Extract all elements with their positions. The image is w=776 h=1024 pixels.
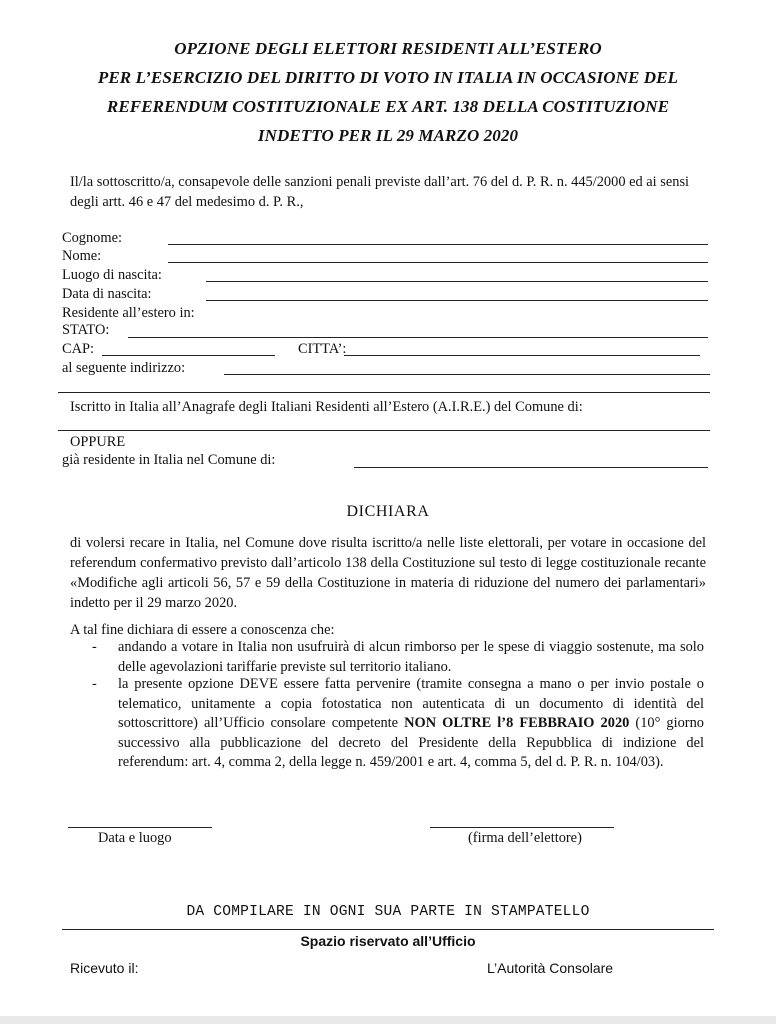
residente-estero-label: Residente all’estero in: xyxy=(62,305,195,321)
bullet-text-part: (10° giorno successivo alla pubblicazione del decreto del Presidente della Repubblica di indizione del referendum: art. 4, comma 2, della legge n. 459/2001 e art. 4, comma 5, del d. P. R. n. 104/03). xyxy=(118,715,704,770)
a-tal-fine-text: A tal fine dichiara di essere a conoscenza che: xyxy=(70,622,335,638)
bullet-dash: - xyxy=(92,639,97,655)
title-line: INDETTO PER IL 29 MARZO 2020 xyxy=(257,126,519,145)
dichiara-paragraph: di volersi recare in Italia, nel Comune dove risulta iscritto/a nelle liste elettorali, per votare in occasione del referendum confermativo previsto dall’articolo 138 della Costituzione sul testo di legge costituzionale recante «Modifiche agli articoli 56, 57 e 59 della Costituzione in materia di riduzione del numero dei parlamentari» indetto per il 29 marzo 2020. xyxy=(70,535,706,611)
deadline-text: NON OLTRE l’8 FEBBRAIO 2020 xyxy=(404,715,630,731)
firma-field[interactable] xyxy=(430,827,614,828)
indirizzo-field[interactable] xyxy=(224,374,710,375)
list-item xyxy=(92,675,704,773)
data-nascita-label: Data di nascita: xyxy=(62,286,152,302)
data-nascita-field[interactable] xyxy=(206,300,708,301)
bullet-text-part: la presente opzione DEVE essere fatta pervenire (tramite consegna a mano o per invio postale o telematico, unitamente a copia fotostatica non autenticata di un documento di identità del sottoscrittore) all’Ufficio consolare competente xyxy=(118,676,704,731)
cap-label: CAP: xyxy=(62,341,94,357)
dichiara-heading: DICHIARA xyxy=(346,503,430,520)
document-title xyxy=(40,34,736,150)
bullet-text: andando a votare in Italia non usufruirà di alcun rimborso per le spese di viaggio sostenute, ma solo delle agevolazioni tariffarie previste sul territorio italiano. xyxy=(118,639,704,675)
data-luogo-field[interactable] xyxy=(68,827,212,828)
title-line: PER L’ESERCIZIO DEL DIRITTO DI VOTO IN ITALIA IN OCCASIONE DEL xyxy=(97,68,679,87)
title-line: REFERENDUM COSTITUZIONALE EX ART. 138 DELLA COSTITUZIONE xyxy=(106,97,670,116)
ricevuto-label: Ricevuto il: xyxy=(70,960,139,976)
gia-residente-comune-field[interactable] xyxy=(354,467,708,468)
data-luogo-label: Data e luogo xyxy=(98,830,172,846)
bullet-dash: - xyxy=(92,676,97,692)
firma-label: (firma dell’elettore) xyxy=(468,830,582,846)
aire-label: Iscritto in Italia all’Anagrafe degli Italiani Residenti all’Estero (A.I.R.E.) del Comune di: xyxy=(70,399,583,415)
stato-label: STATO: xyxy=(62,322,110,338)
cognome-label: Cognome: xyxy=(62,230,122,246)
office-reserved-heading: Spazio riservato all’Ufficio xyxy=(300,933,476,949)
stampatello-notice: DA COMPILARE IN OGNI SUA PARTE IN STAMPATELLO xyxy=(186,904,590,920)
indirizzo-field-extra-line[interactable] xyxy=(58,392,710,393)
autorita-label: L’Autorità Consolare xyxy=(487,960,614,976)
list-item xyxy=(92,638,704,677)
nome-field[interactable] xyxy=(168,262,708,263)
oppure-label: OPPURE xyxy=(70,434,126,450)
aire-comune-field[interactable] xyxy=(58,430,710,431)
luogo-nascita-label: Luogo di nascita: xyxy=(62,267,162,283)
page-edge xyxy=(0,1016,776,1024)
cognome-field[interactable] xyxy=(168,244,708,245)
citta-label: CITTA’: xyxy=(298,341,347,357)
bullet-text xyxy=(118,675,704,773)
stato-field[interactable] xyxy=(128,337,708,338)
luogo-nascita-field[interactable] xyxy=(206,281,708,282)
divider xyxy=(62,929,714,930)
gia-residente-label: già residente in Italia nel Comune di: xyxy=(62,452,276,468)
citta-field[interactable] xyxy=(344,355,700,356)
nome-label: Nome: xyxy=(62,248,102,264)
title-line: OPZIONE DEGLI ELETTORI RESIDENTI ALL’ESTERO xyxy=(174,39,602,58)
cap-field[interactable] xyxy=(102,355,275,356)
indirizzo-label: al seguente indirizzo: xyxy=(62,360,186,376)
intro-paragraph: Il/la sottoscritto/a, consapevole delle sanzioni penali previste dall’art. 76 del d. P. R. n. 445/2000 ed ai sensi degli artt. 46 e 47 del medesimo d. P. R., xyxy=(70,174,690,210)
